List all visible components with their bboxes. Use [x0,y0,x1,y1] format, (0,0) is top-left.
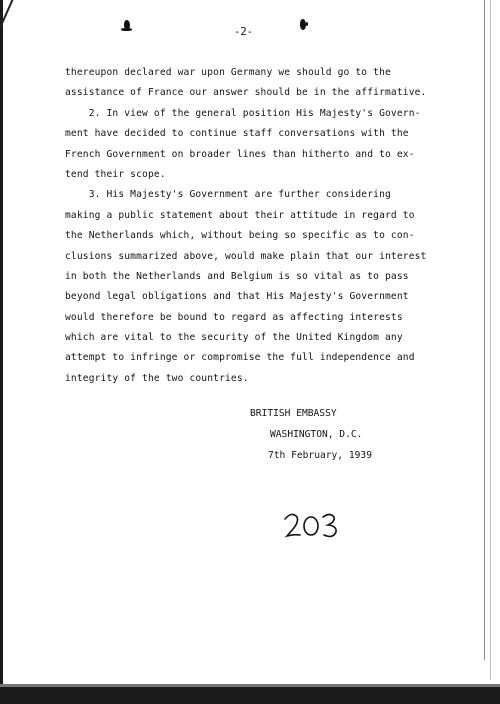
punch-hole-right-mark [306,22,308,26]
body-line: thereupon declared war upon Germany we should go to the [65,67,391,78]
body-line: making a public statement about their attitude in regard to [65,209,415,221]
scan-edge-right [484,0,485,660]
body-line: would therefore be bound to regard as affecting interests [65,311,403,323]
body-line: attempt to infringe or compromise the full independence and [65,352,415,364]
body-line: 3. His Majesty's Government are further considering [65,189,391,201]
body-line: clusions summarized above, would make plain that our interest [65,250,427,262]
body-line: beyond legal obligations and that His Majesty's Government [65,291,409,303]
body-line: integrity of the two countries. [65,372,249,384]
body-line: French Government on broader lines than hitherto and to ex- [65,148,415,160]
body-line: the Netherlands which, without being so specific as to con- [65,230,415,242]
signature-city: WASHINGTON, D.C. [270,429,363,440]
handwritten-page-number [282,510,342,542]
letter-body [65,63,465,389]
body-line: 2. In view of the general position His Majesty's Govern- [65,107,421,119]
punch-hole-left-base [121,28,132,31]
signature-date: 7th February, 1939 [268,450,372,461]
signature-office: BRITISH EMBASSY [250,408,337,419]
body-line: ment have decided to continue staff conversations with the [65,128,409,140]
body-line: which are vital to the security of the United Kingdom any [65,332,403,344]
page-number: -2- [234,26,253,38]
scan-edge-left [0,0,3,704]
body-line: tend their scope. [65,168,166,180]
body-line: assistance of France our answer should be in the affirmative. [65,87,427,99]
scan-edge-bottom [0,687,500,704]
body-line: in both the Netherlands and Belgium is so vital as to pass [65,270,409,282]
scan-edge-right-outer [490,0,491,680]
